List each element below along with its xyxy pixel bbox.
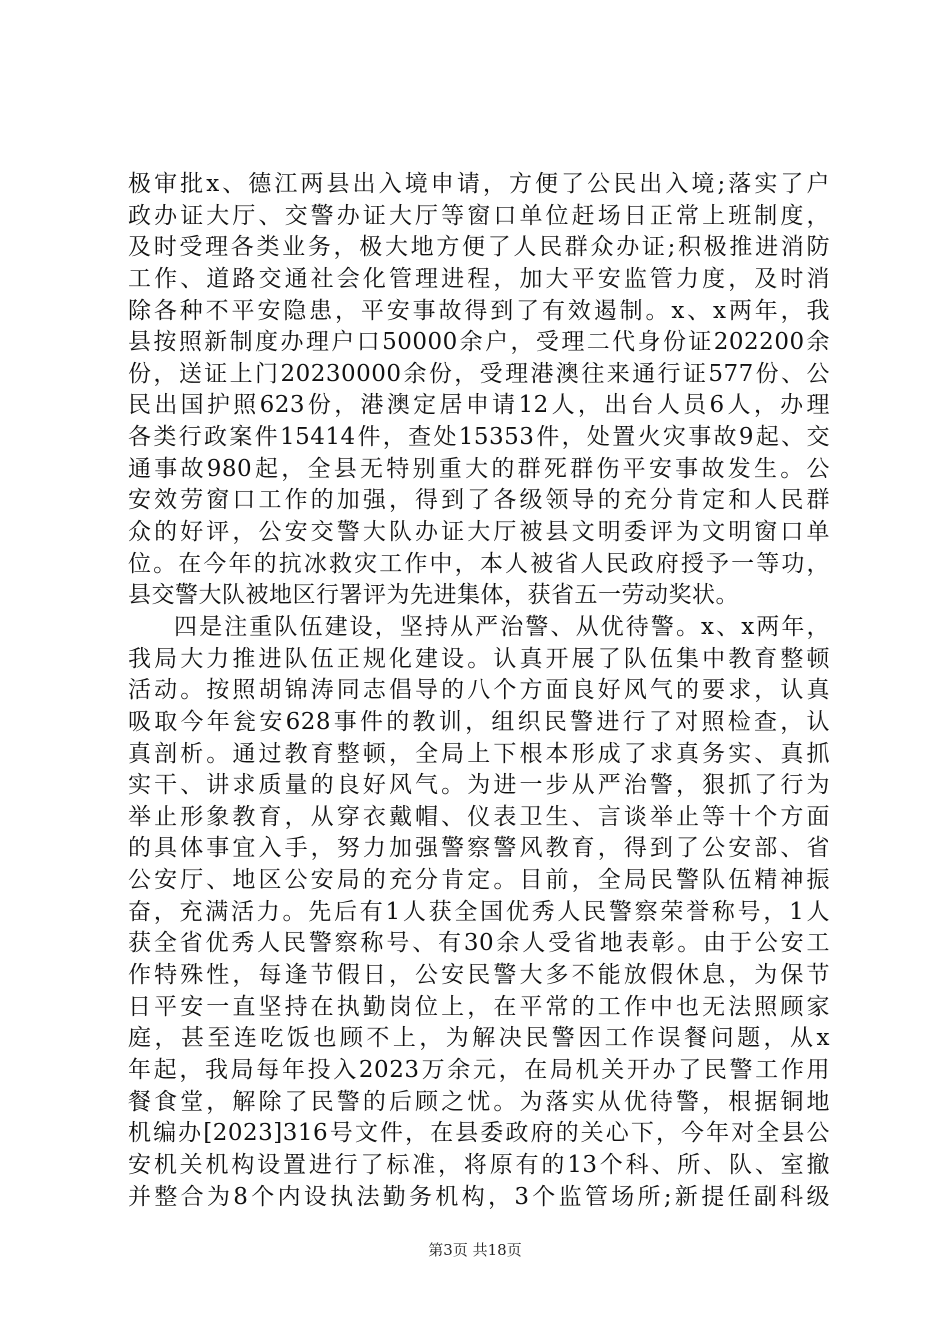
page-footer [0,1239,950,1260]
text-line: 庭，甚至连吃饭也顾不上，为解决民警因工作误餐问题，从x [128,1025,830,1052]
text-line: 机编办[2023]316号文件，在县委政府的关心下，今年对全县公 [128,1120,830,1147]
text-line: 获全省优秀人民警察称号、有30余人受省地表彰。由于公安工 [128,930,830,957]
text-line: 位。在今年的抗冰救灾工作中，本人被省人民政府授予一等功， [128,550,830,577]
text-line: 真剖析。通过教育整顿，全局上下根本形成了求真务实、真抓 [128,740,830,767]
text-line: 的具体事宜入手，努力加强警察警风教育，得到了公安部、省 [128,835,830,862]
text-line: 工作、道路交通社会化管理进程，加大平安监管力度，及时消 [128,265,830,292]
text-line: 公安厅、地区公安局的充分肯定。目前，全局民警队伍精神振 [128,867,830,894]
text-line: 民出国护照623份，港澳定居申请12人，出台人员6人，办理 [128,392,830,419]
text-line: 吸取今年瓮安628事件的教训，组织民警进行了对照检查，认 [128,708,830,735]
text-line: 餐食堂，解除了民警的后顾之忧。为落实从优待警，根据铜地 [128,1088,830,1115]
paragraph-2 [128,612,830,1213]
text-line-indented: 四是注重队伍建设，坚持从严治警、从优待警。x、x两年， [174,613,830,640]
document-body [128,169,830,1213]
text-line: 举止形象教育，从穿衣戴帽、仪表卫生、言谈举止等十个方面 [128,803,830,830]
text-line: 除各种不平安隐患，平安事故得到了有效遏制。x、x两年，我 [128,297,830,324]
text-line: 活动。按照胡锦涛同志倡导的八个方面良好风气的要求，认真 [128,677,830,704]
text-line: 极审批x、德江两县出入境申请，方便了公民出入境;落实了户 [128,171,830,197]
text-line: 份，送证上门20230000余份，受理港澳往来通行证577份、公 [128,360,830,387]
text-line: 及时受理各类业务，极大地方便了人民群众办证;积极推进消防 [128,234,830,261]
text-line: 奋，充满活力。先后有1人获全国优秀人民警察荣誉称号，1人 [128,898,830,925]
text-line: 安效劳窗口工作的加强，得到了各级领导的充分肯定和人民群 [128,487,830,514]
text-line: 并整合为8个内设执法勤务机构，3个监管场所;新提任副科级 [128,1183,831,1210]
text-line: 日平安一直坚持在执勤岗位上，在平常的工作中也无法照顾家 [128,993,830,1020]
page-number-label: 第3页 共18页 [428,1241,522,1259]
text-line: 我局大力推进队伍正规化建设。认真开展了队伍集中教育整顿 [128,645,830,672]
text-line: 县交警大队被地区行署评为先进集体，获省五一劳动奖状。 [128,582,739,609]
text-line: 实干、讲求质量的良好风气。为进一步从严治警，狠抓了行为 [128,772,830,799]
text-line: 县按照新制度办理户口50000余户，受理二代身份证202200余 [128,329,830,356]
text-line: 年起，我局每年投入2023万余元，在局机关开办了民警工作用 [128,1056,830,1083]
text-line: 作特殊性，每逢节假日，公安民警大多不能放假休息，为保节 [128,962,830,989]
text-line: 通事故980起，全县无特别重大的群死群伤平安事故发生。公 [128,455,830,482]
paragraph-1 [128,169,830,612]
text-line: 安机关机构设置进行了标准，将原有的13个科、所、队、室撤 [128,1151,830,1178]
text-line: 各类行政案件15414件，查处15353件，处置火灾事故9起、交 [128,424,830,451]
text-line: 政办证大厅、交警办证大厅等窗口单位赶场日正常上班制度， [128,202,830,229]
text-line: 众的好评，公安交警大队办证大厅被县文明委评为文明窗口单 [128,519,830,546]
